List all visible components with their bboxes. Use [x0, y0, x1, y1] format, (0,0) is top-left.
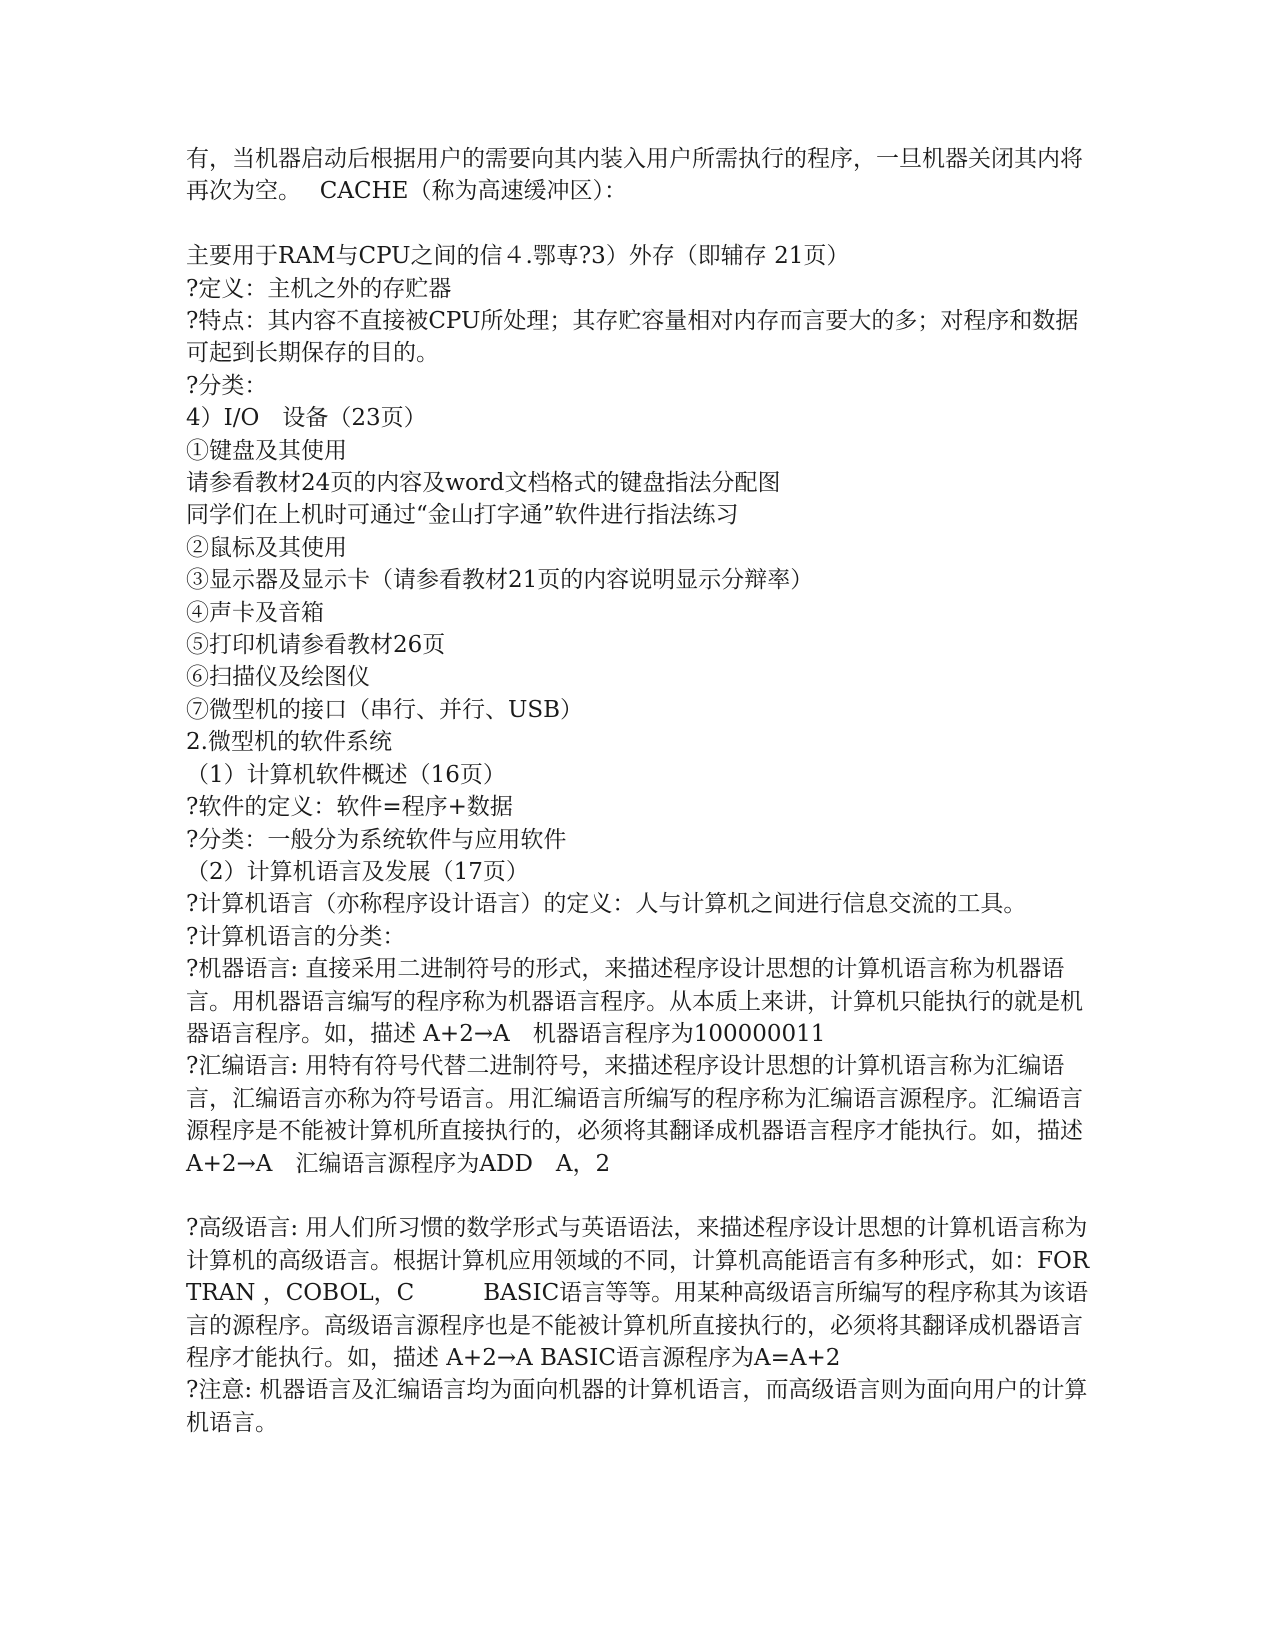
heading-io-devices: 4）I/O 设备（23页）	[186, 405, 427, 432]
paragraph-cache-intro: 有，当机器启动后根据用户的需要向其内装入用户所需执行的程序，一旦机器关闭其内将再次为空。 CACHE（称为高速缓冲区）：	[186, 146, 1083, 205]
paragraph-features: ?特点：其内容不直接被CPU所处理；其存贮容量相对内存而言要大的多；对程序和数据可起到长期保存的目的。	[186, 308, 1079, 367]
paragraph-machine-language: ?机器语言: 直接采用二进制符号的形式，来描述程序设计思想的计算机语言称为机器语言。用机器语言编写的程序称为机器语言程序。从本质上来讲，计算机只能执行的就是机器语言程序。如，描述 A+2→A 机器语言程序为100000011	[186, 956, 1083, 1047]
paragraph-classification: ?分类：	[186, 372, 268, 399]
heading-software-system: 2.微型机的软件系统	[186, 729, 392, 756]
paragraph-keyboard-reference: 请参看教材24页的内容及word文档格式的键盘指法分配图	[186, 470, 781, 497]
list-item-interfaces: ⑦微型机的接口（串行、并行、USB）	[186, 696, 584, 723]
paragraph-software-classification: ?分类：一般分为系统软件与应用软件	[186, 826, 567, 853]
blank-line	[186, 1180, 1096, 1212]
list-item-sound-card: ④声卡及音箱	[186, 599, 324, 626]
heading-computer-languages: （2）计算机语言及发展（17页）	[186, 858, 529, 885]
paragraph-typing-practice: 同学们在上机时可通过“金山打字通”软件进行指法练习	[186, 502, 739, 529]
list-item-mouse: ②鼠标及其使用	[186, 534, 347, 561]
list-item-display: ③显示器及显示卡（请参看教材21页的内容说明显示分辩率）	[186, 567, 814, 594]
list-item-printer: ⑤打印机请参看教材26页	[186, 632, 446, 659]
paragraph-external-storage: 主要用于RAM与CPU之间的信４.鄂専?3）外存（即辅存 21页）	[186, 243, 850, 270]
paragraph-assembly-language: ?汇编语言: 用特有符号代替二进制符号，来描述程序设计思想的计算机语言称为汇编语言，汇编语言亦称为符号语言。用汇编语言所编写的程序称为汇编语言源程序。汇编语言源程序是不能被计算机所直接执行的，必须将其翻译成机器语言程序才能执行。如，描述 A+2→A 汇编语言源程序为ADD A，2	[186, 1053, 1106, 1177]
paragraph-software-definition: ?软件的定义：软件=程序+数据	[186, 794, 513, 821]
list-item-keyboard: ①键盘及其使用	[186, 437, 347, 464]
paragraph-note: ?注意: 机器语言及汇编语言均为面向机器的计算机语言，而高级语言则为面向用户的计算机语言。	[186, 1377, 1088, 1436]
list-item-scanner: ⑥扫描仪及绘图仪	[186, 664, 370, 691]
paragraph-language-classification: ?计算机语言的分类：	[186, 923, 406, 950]
paragraph-language-definition: ?计算机语言（亦称程序设计语言）的定义：人与计算机之间进行信息交流的工具。	[186, 891, 1027, 918]
paragraph-definition: ?定义：主机之外的存贮器	[186, 275, 452, 302]
document-body	[186, 143, 1106, 1439]
paragraph-high-level-language: ?高级语言: 用人们所习惯的数学形式与英语语法，来描述程序设计思想的计算机语言称为计算机的高级语言。根据计算机应用领域的不同，计算机高能语言有多种形式，如：FORTRAN ，COBOL，C BASIC语言等等。用某种高级语言所编写的程序称其为该语言的源程序。高级语言源程序也是不能被计算机所直接执行的，必须将其翻译成机器语言程序才能执行。如，描述 A+2→A BASIC语言源程序为A=A+2	[186, 1215, 1090, 1371]
heading-software-overview: （1）计算机软件概述（16页）	[186, 761, 506, 788]
blank-line	[186, 208, 1096, 240]
